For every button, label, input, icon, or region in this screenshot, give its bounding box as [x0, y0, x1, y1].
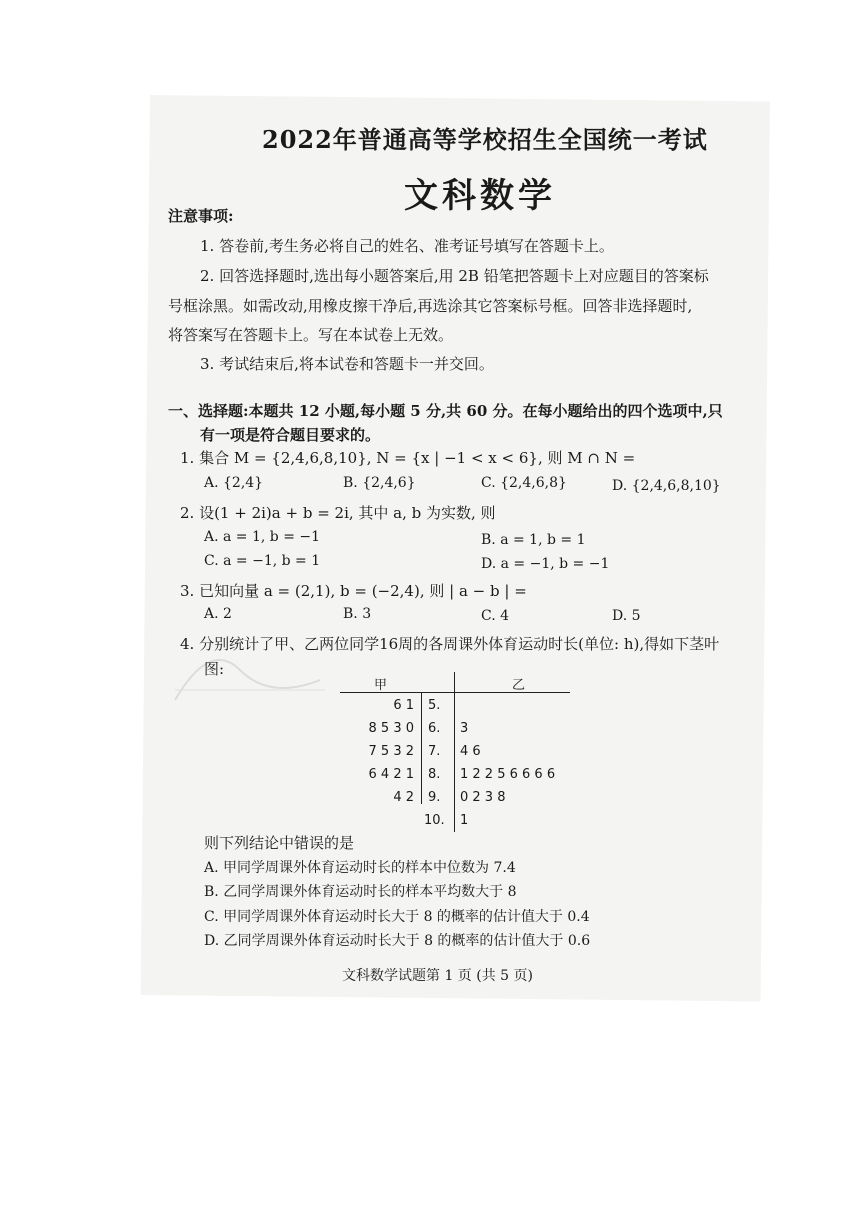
question-4-option-a: A. 甲同学周课外体育运动时长的样本中位数为 7.4	[204, 860, 516, 876]
stem-row-3: 7.	[428, 744, 441, 759]
question-4-option-b: B. 乙同学周课外体育运动时长的样本平均数大于 8	[204, 884, 517, 900]
left-leaves-row-5: 4 2	[393, 790, 414, 805]
question-4-stem-line-1: 4. 分别统计了甲、乙两位同学16周的各周课外体育运动时长(单位: h),得如下茎叶	[180, 635, 720, 653]
section-heading-line-2: 有一项是符合题目要求的。	[200, 426, 381, 444]
question-4-stem-line-2: 图:	[204, 660, 225, 678]
right-leaves-row-5: 0 2 3 8	[460, 790, 506, 805]
question-2-stem: 2. 设(1 + 2i)a + b = 2i, 其中 a, b 为实数, 则	[180, 504, 496, 522]
question-4-lead: 则下列结论中错误的是	[204, 834, 355, 852]
notice-item-2-line-1: 2. 回答选择题时,选出每小题答案后,用 2B 铅笔把答题卡上对应题目的答案标	[200, 267, 709, 285]
question-1-option-d: D. {2,4,6,8,10}	[612, 478, 721, 494]
stem-leaf-plot	[340, 672, 580, 832]
question-1-option-a: A. {2,4}	[204, 475, 264, 491]
question-4-option-d: D. 乙同学周课外体育运动时长大于 8 的概率的估计值大于 0.6	[204, 933, 591, 949]
question-1-option-c: C. {2,4,6,8}	[481, 475, 567, 491]
notice-item-2-line-3: 将答案写在答题卡上。写在本试卷上无效。	[168, 326, 454, 344]
section-heading-line-1: 一、选择题:本题共 12 小题,每小题 5 分,共 60 分。在每小题给出的四个选项中,只	[168, 402, 723, 420]
right-leaves-row-6: 1	[460, 813, 469, 828]
page-footer: 文科数学试题第 1 页 (共 5 页)	[342, 968, 533, 984]
notice-heading: 注意事项:	[168, 207, 234, 225]
left-leaves-row-3: 7 5 3 2	[368, 744, 414, 759]
question-3-option-c: C. 4	[481, 608, 510, 624]
right-leaves-row-3: 4 6	[460, 744, 481, 759]
left-leaves-row-1: 6 1	[393, 698, 414, 713]
stem-row-4: 8.	[428, 767, 441, 782]
question-3-option-b: B. 3	[343, 606, 372, 622]
stem-row-1: 5.	[428, 698, 441, 713]
question-2-option-d: D. a = −1, b = −1	[481, 556, 610, 572]
stem-row-6: 10.	[424, 813, 445, 828]
question-1-option-b: B. {2,4,6}	[343, 475, 416, 491]
question-3-option-a: A. 2	[204, 606, 232, 622]
stem-row-5: 9.	[428, 790, 441, 805]
notice-item-1: 1. 答卷前,考生务必将自己的姓名、准考证号填写在答题卡上。	[200, 237, 614, 255]
notice-item-2-line-2: 号框涂黑。如需改动,用橡皮擦干净后,再选涂其它答案标号框。回答非选择题时,	[168, 297, 693, 315]
notice-item-3: 3. 考试结束后,将本试卷和答题卡一并交回。	[200, 355, 494, 373]
right-leaves-row-2: 3	[460, 721, 469, 736]
question-2-option-a: A. a = 1, b = −1	[204, 529, 321, 545]
question-3-stem: 3. 已知向量 a = (2,1), b = (−2,4), 则 | a − b | =	[180, 582, 527, 600]
question-2-option-c: C. a = −1, b = 1	[204, 553, 321, 569]
left-leaves-row-4: 6 4 2 1	[368, 767, 414, 782]
left-leaves-row-2: 8 5 3 0	[368, 721, 414, 736]
question-3-option-d: D. 5	[612, 608, 641, 624]
stem-right-rule	[454, 672, 455, 832]
question-1-stem: 1. 集合 M = {2,4,6,8,10}, N = {x | −1 < x < 6}, 则 M ∩ N =	[180, 449, 636, 467]
left-header: 甲	[374, 678, 388, 693]
right-leaves-row-4: 1 2 2 5 6 6 6 6	[460, 767, 556, 782]
exam-title: 2022年普通高等学校招生全国统一考试	[262, 125, 708, 154]
right-header: 乙	[512, 678, 526, 693]
stem-left-rule	[421, 692, 422, 804]
stem-row-2: 6.	[428, 721, 441, 736]
question-2-option-b: B. a = 1, b = 1	[481, 532, 586, 548]
question-4-option-c: C. 甲同学周课外体育运动时长大于 8 的概率的估计值大于 0.4	[204, 909, 590, 925]
exam-subtitle: 文科数学	[404, 176, 556, 216]
